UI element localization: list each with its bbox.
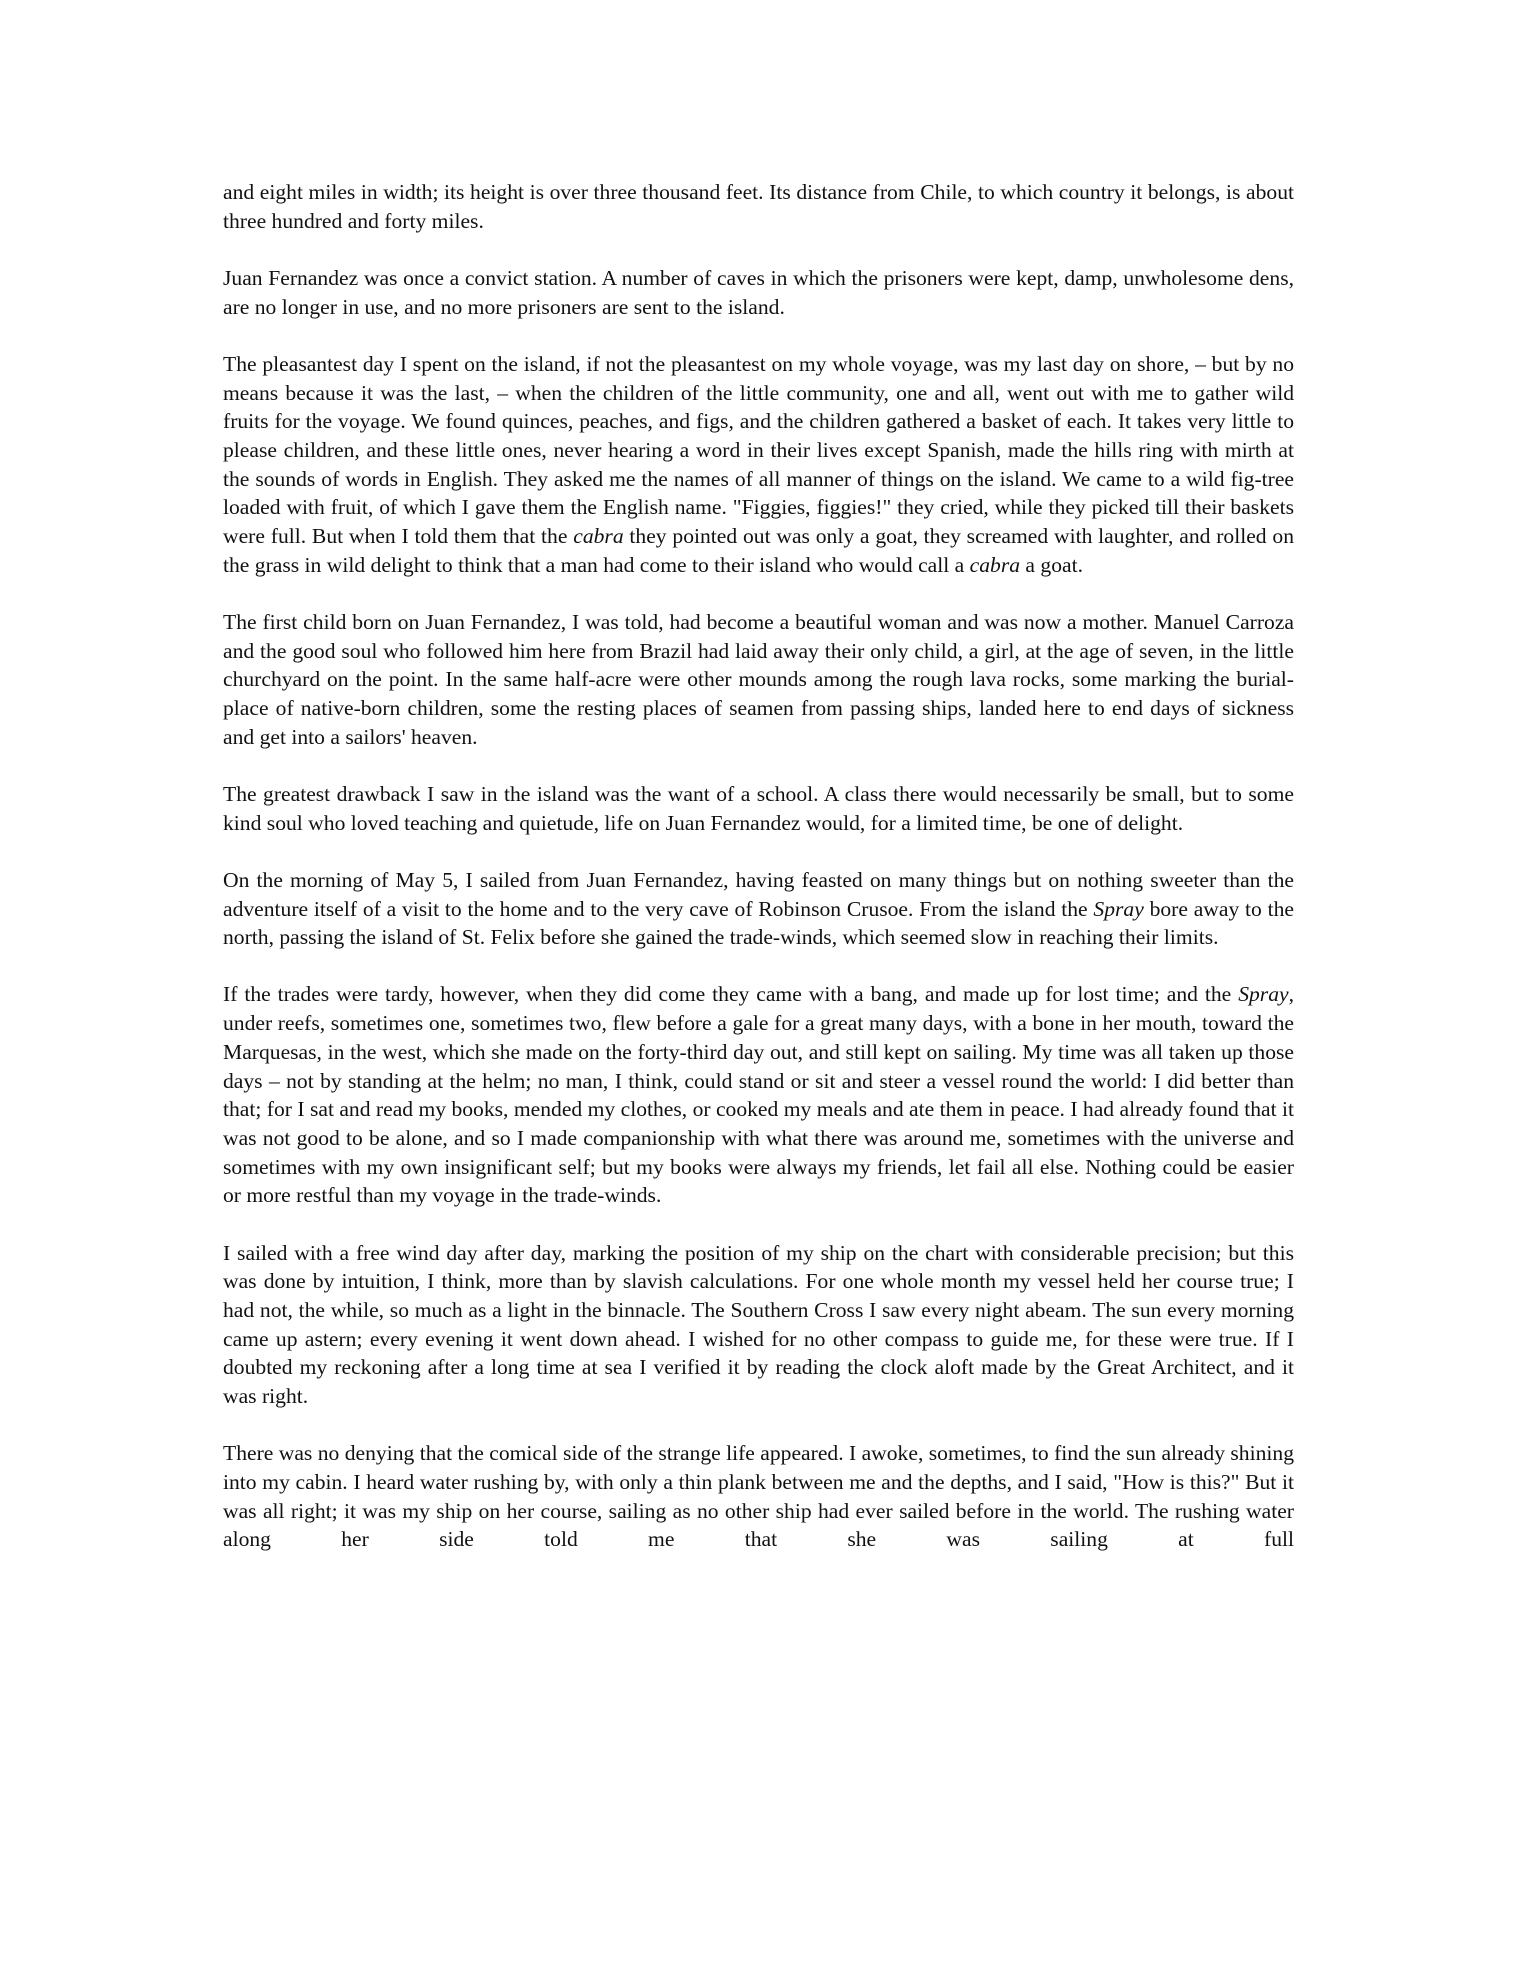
italic-text: cabra [969, 552, 1021, 577]
paragraph [223, 1439, 1294, 1554]
paragraph [223, 780, 1294, 837]
text-run: they pointed out was only a goat, they screamed with laughter, and rolled on the grass in wild delight to think that a man had come to their island who would call a [223, 524, 1294, 577]
paragraph [223, 350, 1294, 580]
italic-text: Spray [1238, 982, 1289, 1007]
text-run: The pleasantest day I spent on the island, if not the pleasantest on my whole voyage, was my last day on shore, – but by no means because it was the last, – when the children of the little community, one and all, went out with me to gather wild fruits for the voyage. We found quinces, peaches, and figs, and the children gathered a basket of each. It takes very little to please children, and these little ones, never hearing a word in their lives except Spanish, made the hills ring with mirth at the sounds of words in English. They asked me the names of all manner of things on the island. We came to a wild fig-tree loaded with fruit, of which I gave them the English name. "Figgies, figgies!" they cried, while they picked till their baskets were full. But when I told them that the [223, 351, 1294, 549]
italic-text: cabra [573, 524, 624, 549]
italic-text: Spray [1093, 896, 1144, 921]
paragraph [223, 608, 1294, 752]
text-run: The greatest drawback I saw in the island was the want of a school. A class there would necessarily be small, but to some kind soul who loved teaching and quietude, life on Juan Fernandez would, for a limited time, be one of delight. [223, 781, 1294, 835]
body-text [223, 178, 1294, 1554]
text-run: On the morning of May 5, I sailed from Juan Fernandez, having feasted on many things but on nothing sweeter than the adventure itself of a visit to the home and to the very cave of Robinson Crusoe. From the island the [223, 867, 1294, 921]
text-run: If the trades were tardy, however, when they did come they came with a bang, and made up for lost time; and the [223, 982, 1239, 1007]
paragraph [223, 264, 1294, 321]
paragraph [223, 178, 1294, 235]
text-run: Juan Fernandez was once a convict station. A number of caves in which the prisoners were kept, damp, unwholesome dens, are no longer in use, and no more prisoners are sent to the island. [223, 265, 1294, 319]
text-run: There was no denying that the comical side of the strange life appeared. I awoke, sometimes, to find the sun already shining into my cabin. I heard water rushing by, with only a thin plank between me and the depths, and I said, "How is this?" But it was all right; it was my ship on her course, sailing as no other ship had ever sailed before in the world. The rushing water along her side told me that she was sailing at full [223, 1441, 1294, 1552]
paragraph [223, 980, 1294, 1210]
text-run: a goat. [1020, 552, 1083, 577]
text-run: The first child born on Juan Fernandez, I was told, had become a beautiful woman and was now a mother. Manuel Carroza and the good soul who followed him here from Brazil had laid away their only child, a girl, at the age of seven, in the little churchyard on the point. In the same half-acre were other mounds among the rough lava rocks, some marking the burial-place of native-born children, some the resting places of seamen from passing ships, landed here to end days of sickness and get into a sailors' heaven. [223, 609, 1294, 749]
paragraph [223, 866, 1294, 952]
paragraph [223, 1239, 1294, 1411]
text-run: bore away to the north, passing the island of St. Felix before she gained the trade-winds, which seemed slow in reaching their limits. [223, 896, 1295, 950]
text-run: , under reefs, sometimes one, sometimes two, flew before a gale for a great many days, with a bone in her mouth, toward the Marquesas, in the west, which she made on the forty-third day out, and still kept on sailing. My time was all taken up those days – not by standing at the helm; no man, I think, could stand or sit and steer a vessel round the world: I did better than that; for I sat and read my books, mended my clothes, or cooked my meals and ate them in peace. I had already found that it was not good to be alone, and so I made companionship with what there was around me, sometimes with the universe and sometimes with my own insignificant self; but my books were always my friends, let fail all else. Nothing could be easier or more restful than my voyage in the trade-winds. [223, 982, 1294, 1208]
text-run: and eight miles in width; its height is over three thousand feet. Its distance from Chile, to which country it belongs, is about three hundred and forty miles. [223, 180, 1294, 233]
text-run: I sailed with a free wind day after day, marking the position of my ship on the chart with considerable precision; but this was done by intuition, I think, more than by slavish calculations. For one whole month my vessel held her course true; I had not, the while, so much as a light in the binnacle. The Southern Cross I saw every night abeam. The sun every morning came up astern; every evening it went down ahead. I wished for no other compass to guide me, for these were true. If I doubted my reckoning after a long time at sea I verified it by reading the clock aloft made by the Great Architect, and it was right. [223, 1240, 1294, 1409]
